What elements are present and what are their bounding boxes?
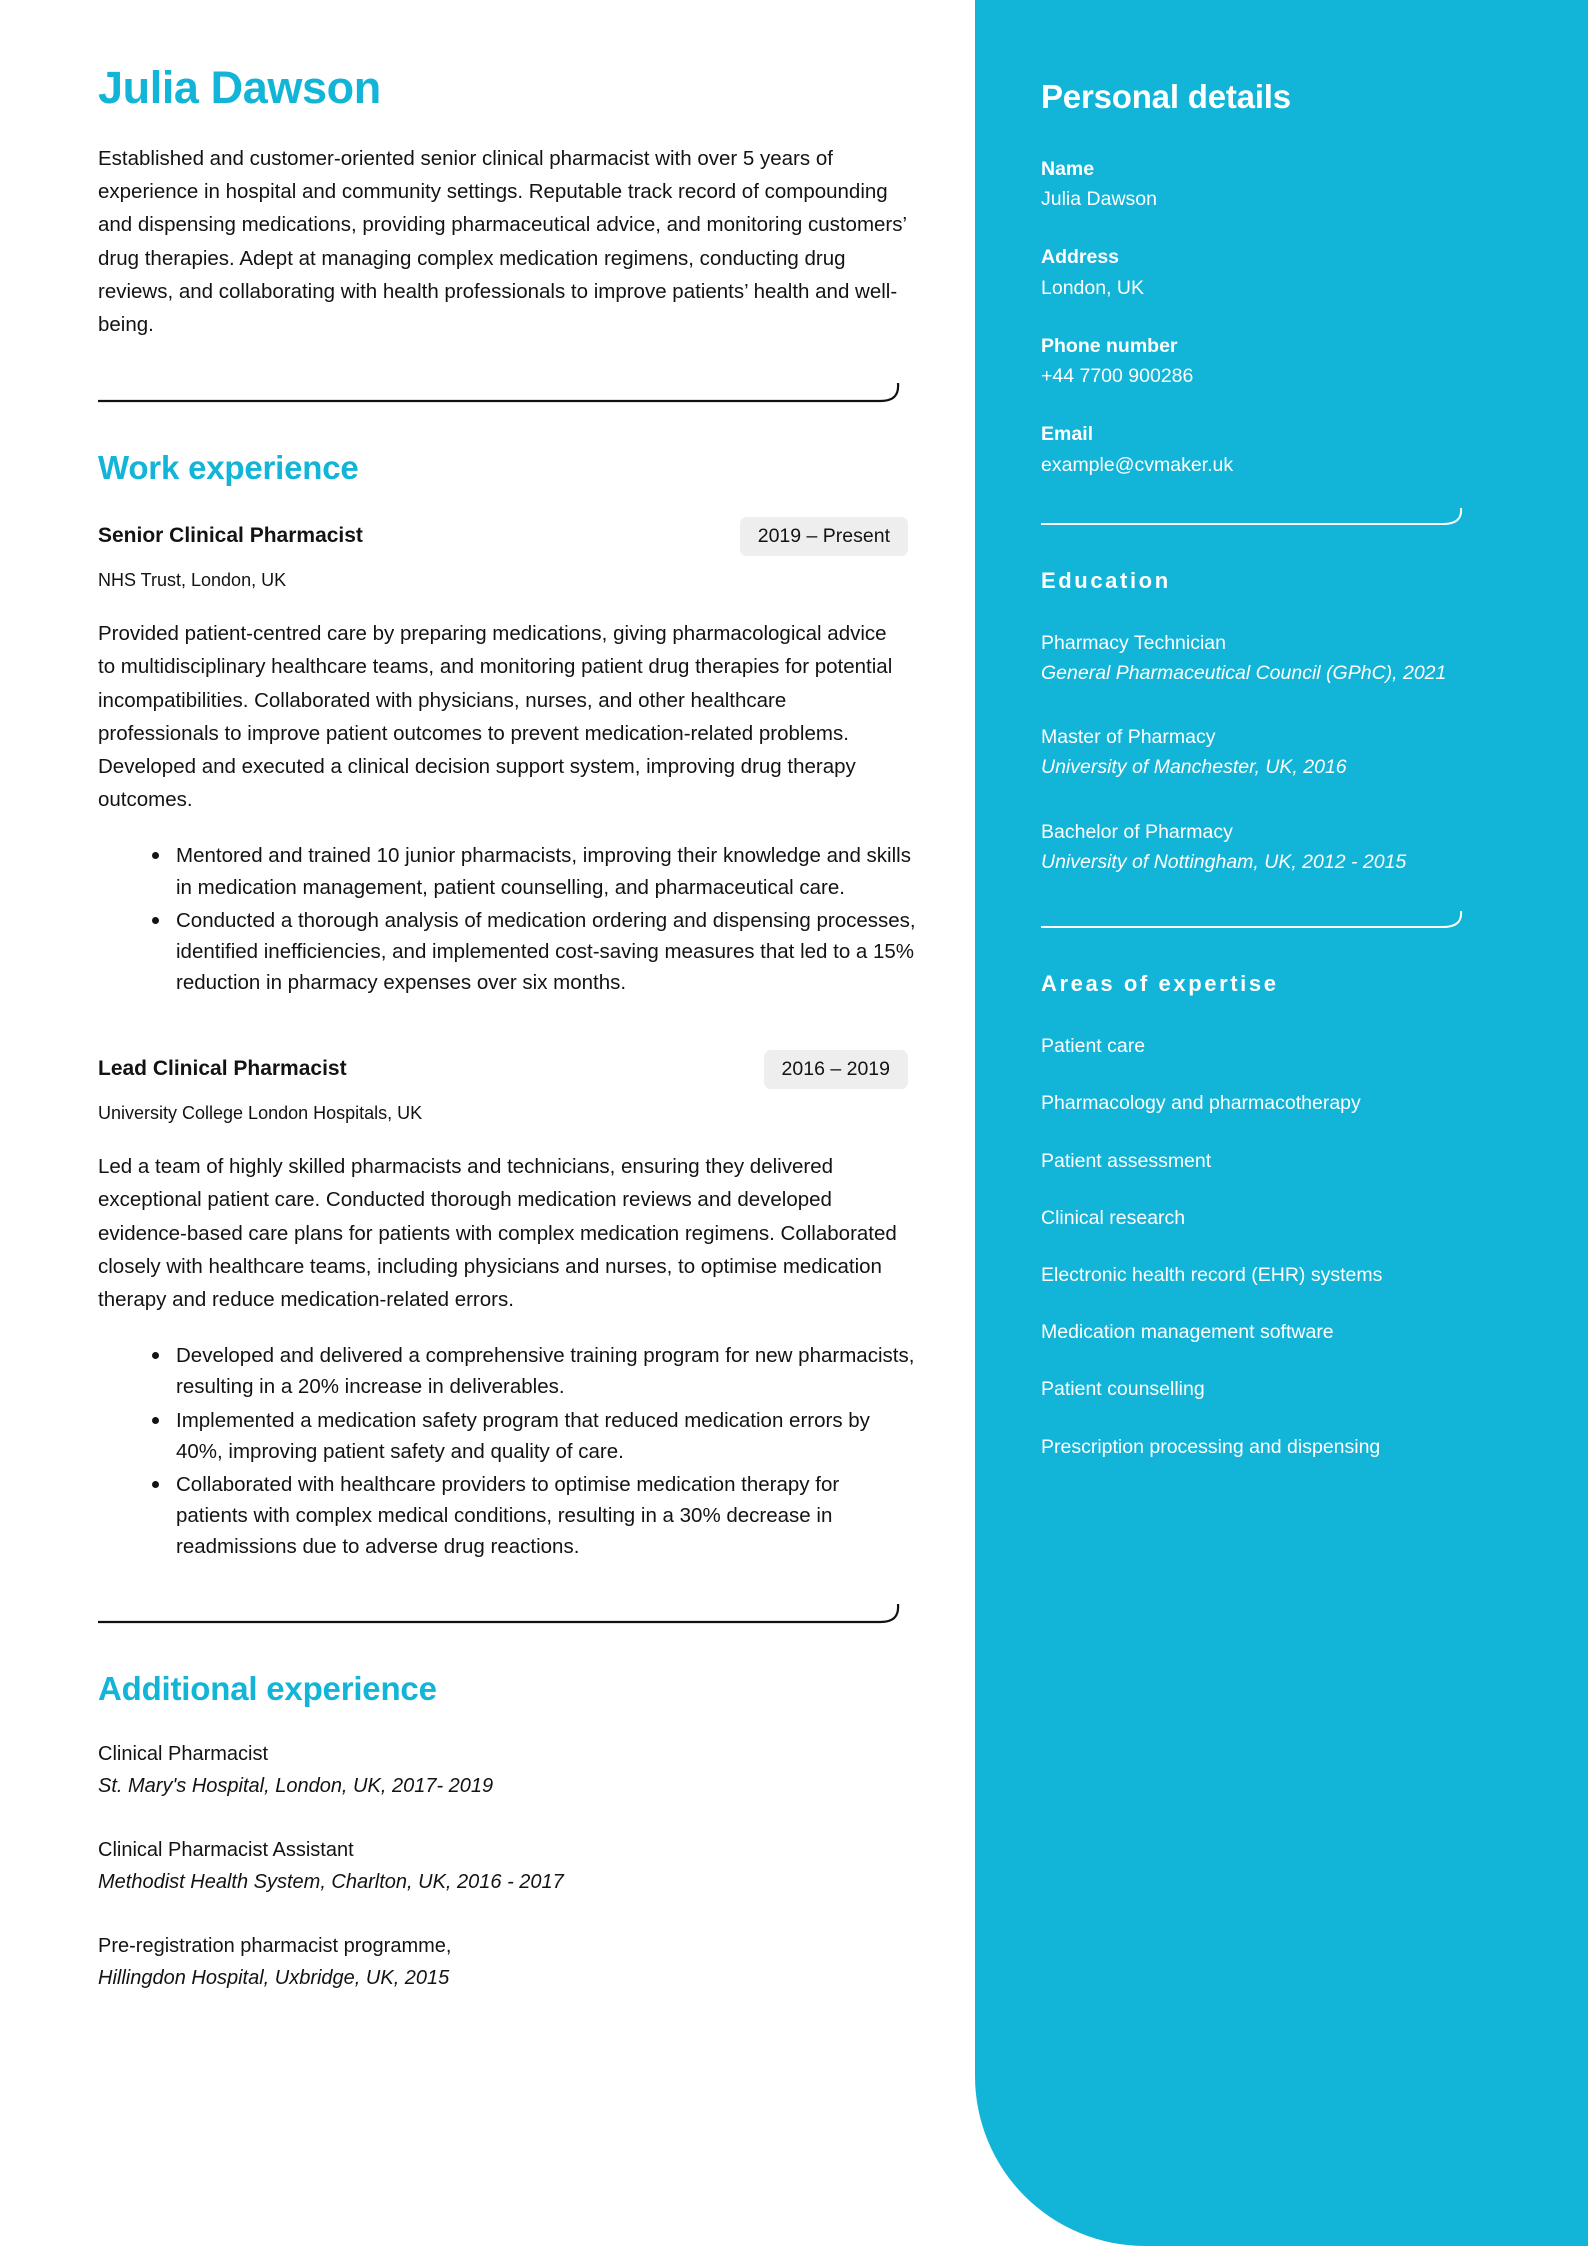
personal-detail-address bbox=[1041, 242, 1522, 302]
sidebar-divider bbox=[1041, 911, 1469, 935]
job-entry bbox=[98, 1050, 915, 1562]
job-company: University College London Hospitals, UK bbox=[98, 1103, 423, 1124]
job-entry bbox=[98, 517, 915, 998]
job-bullet-list bbox=[146, 840, 916, 998]
status-badge: 2019 – Present bbox=[740, 517, 908, 556]
education-degree: Master of Pharmacy bbox=[1041, 726, 1216, 749]
personal-detail-value: example@cvmaker.uk bbox=[1041, 453, 1234, 476]
list-item: Implemented a medication safety program that reduced medication errors by 40%, improving patient safety and quality of care. bbox=[146, 1405, 916, 1467]
list-item: Collaborated with healthcare providers to optimise medication therapy for patients with complex medical conditions, resulting in a 30% decrease in readmissions due to adverse drug reactions. bbox=[146, 1469, 916, 1562]
job-bullet-list bbox=[146, 1340, 916, 1562]
list-item: Patient care bbox=[1041, 1035, 1146, 1058]
work-experience-heading: Work experience bbox=[98, 449, 359, 487]
list-item: Medication management software bbox=[1041, 1321, 1334, 1344]
additional-place: St. Mary's Hospital, London, UK, 2017- 2019 bbox=[98, 1775, 494, 1798]
list-item: Clinical research bbox=[1041, 1206, 1186, 1229]
personal-detail-value: Julia Dawson bbox=[1041, 188, 1157, 211]
section-divider bbox=[98, 1604, 908, 1630]
expertise-heading: Areas of expertise bbox=[1041, 971, 1279, 997]
status-badge: 2016 – 2019 bbox=[764, 1050, 908, 1089]
section-divider bbox=[98, 383, 908, 409]
personal-detail-value: +44 7700 900286 bbox=[1041, 365, 1194, 388]
job-header bbox=[98, 1050, 908, 1089]
additional-experience-entry bbox=[98, 1834, 915, 1898]
personal-detail-name bbox=[1041, 154, 1522, 214]
additional-experience-entry bbox=[98, 1930, 915, 1994]
list-item: Pharmacology and pharmacotherapy bbox=[1041, 1092, 1361, 1115]
job-header bbox=[98, 517, 908, 556]
sidebar bbox=[975, 0, 1588, 2246]
education-degree: Pharmacy Technician bbox=[1041, 631, 1226, 654]
additional-place: Methodist Health System, Charlton, UK, 2016 - 2017 bbox=[98, 1871, 564, 1894]
education-school: University of Nottingham, UK, 2012 - 2015 bbox=[1041, 850, 1407, 873]
list-item: Conducted a thorough analysis of medication ordering and dispensing processes, identified inefficiencies, and implemented cost-saving measures that led to a 15% reduction in pharmacy expenses over six months. bbox=[146, 905, 916, 998]
additional-experience-entry bbox=[98, 1738, 915, 1802]
education-entry bbox=[1041, 817, 1522, 877]
page-title: Julia Dawson bbox=[98, 62, 381, 113]
job-title: Senior Clinical Pharmacist bbox=[98, 524, 363, 548]
personal-detail-label: Name bbox=[1041, 158, 1095, 180]
list-item: Prescription processing and dispensing bbox=[1041, 1435, 1381, 1458]
list-item: Patient counselling bbox=[1041, 1378, 1205, 1401]
personal-detail-label: Email bbox=[1041, 423, 1094, 446]
additional-experience-heading: Additional experience bbox=[98, 1670, 437, 1708]
job-description: Provided patient-centred care by preparing medications, giving pharmacological advice to multidisciplinary healthcare teams, and monitoring patient drug therapies for potential incompatibilities. Collaborated with physicians, nurses, and other healthcare professionals to improve patient outcomes to prevent medication-related problems. Developed and executed a clinical decision support system, improving drug therapy outcomes. bbox=[98, 622, 893, 812]
additional-place: Hillingdon Hospital, Uxbridge, UK, 2015 bbox=[98, 1967, 450, 1990]
job-company: NHS Trust, London, UK bbox=[98, 570, 287, 591]
education-degree: Bachelor of Pharmacy bbox=[1041, 820, 1233, 843]
job-title: Lead Clinical Pharmacist bbox=[98, 1057, 347, 1081]
personal-detail-email bbox=[1041, 419, 1522, 479]
list-item: Developed and delivered a comprehensive training program for new pharmacists, resulting in a 20% increase in deliverables. bbox=[146, 1340, 916, 1402]
personal-detail-phone bbox=[1041, 331, 1522, 391]
education-heading: Education bbox=[1041, 567, 1171, 593]
list-item: Mentored and trained 10 junior pharmacists, improving their knowledge and skills in medication management, patient counselling, and pharmaceutical care. bbox=[146, 840, 916, 902]
additional-role: Clinical Pharmacist bbox=[98, 1743, 269, 1766]
job-description: Led a team of highly skilled pharmacists and technicians, ensuring they delivered exceptional patient care. Conducted thorough medication reviews and developed evidence-based care plans for patients with complex medication regimens. Collaborated closely with healthcare teams, including physicians and nurses, to optimise medication therapy and reduce medication-related errors. bbox=[98, 1155, 897, 1312]
sidebar-divider bbox=[1041, 508, 1469, 532]
list-item: Electronic health record (EHR) systems bbox=[1041, 1263, 1383, 1286]
additional-role: Pre-registration pharmacist programme, bbox=[98, 1935, 452, 1958]
personal-detail-label: Phone number bbox=[1041, 334, 1178, 357]
education-entry bbox=[1041, 722, 1522, 782]
list-item: Patient assessment bbox=[1041, 1149, 1212, 1172]
personal-detail-value: London, UK bbox=[1041, 276, 1144, 299]
education-entry bbox=[1041, 628, 1522, 688]
profile-summary: Established and customer-oriented senior clinical pharmacist with over 5 years of experience in hospital and community settings. Reputable track record of compounding and dispensing medications, providing pharmaceutical advice, and monitoring customers’ drug therapies. Adept at managing complex medication regimens, conducting drug reviews, and collaborating with health professionals to improve patients’ health and well-being. bbox=[98, 147, 907, 337]
education-school: University of Manchester, UK, 2016 bbox=[1041, 756, 1347, 779]
additional-role: Clinical Pharmacist Assistant bbox=[98, 1839, 354, 1862]
education-school: General Pharmaceutical Council (GPhC), 2021 bbox=[1041, 661, 1447, 684]
personal-detail-label: Address bbox=[1041, 246, 1120, 269]
personal-details-heading: Personal details bbox=[1041, 78, 1291, 115]
